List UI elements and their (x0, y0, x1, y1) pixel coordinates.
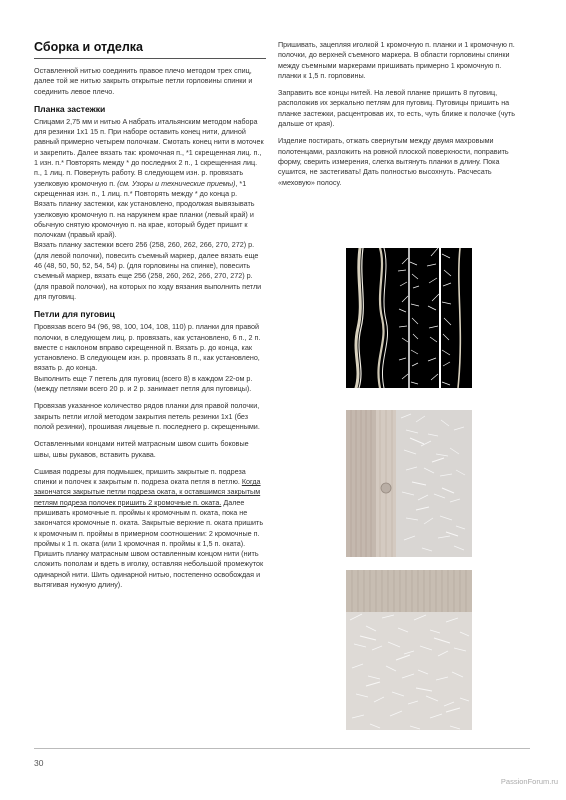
intro-paragraph: Оставленной нитью соединить правое плечо методом трех спиц, далее той же нитью закрыть открытые петли горловины спинки и соединить левое плечо. (34, 66, 253, 96)
loops-heading: Петли для пуговиц (34, 309, 115, 320)
loops-paragraph-2: Выполнить еще 7 петель для пуговиц (всего 8) в каждом 22-ом р. (между петлями всего 20 р. и 2 р. занимает петля для пуговицы). (34, 373, 253, 394)
title-rule (34, 58, 266, 59)
placket-text-c: , *1 скрещенная изн. п., 1 лиц. п.* Повторять между * до конца р. (34, 178, 247, 198)
cardigan-placket-illustration (346, 410, 472, 557)
yarn-strands-illustration (346, 248, 472, 388)
loops-paragraph-1: Провязав всего 94 (96, 98, 100, 104, 108, 110) р. планки для правой полочки, в следующем лиц. р. провязать, как установлено, 6 п., 2 п. вместе с наклоном вправо скрещенной п. Вязать р. до конца, как установлено. В следующем изн. р. провязать 8 п., как установлено, вязать р. до конца. (34, 322, 261, 373)
placket-paragraph-1 (34, 117, 266, 199)
page-number: 30 (34, 758, 44, 768)
placket-paragraph-3: Вязать планку застежки всего 256 (258, 260, 262, 266, 270, 272) р. (для левой полочки), повесить съемный маркер, далее вязать еще 46 (48, 50, 50, 52, 54, 54) р. (для горловины на спинке), повесить съемный маркер, вязать еще 256 (258, 260, 262, 266, 270, 272) р. (для правой полочки), на которых по ходу вязания выполнить петли для пуговиц. (34, 240, 262, 301)
placket-paragraph-2: Вязать планку застежки, как установлено, продолжая вывязывать узелковую кромочную п. на наружнем крае планки (левый край) и обычную снятую кромочную п. на крае, который будет пришит к полочкам (правый край). (34, 199, 255, 240)
placket-reference: (см. Узоры и технические приемы) (117, 178, 236, 188)
loops-paragraph-3: Провязав указанное количество рядов планки для правой полочки, закрыть петли иглой методом закрытия петель резинки 1x1 (без полой резинки), прошивая лицевые п. последнего р. скрещенными. (34, 401, 260, 431)
left-column (34, 40, 266, 597)
loops-paragraph-5 (34, 467, 266, 591)
watermark: PassionForum.ru (500, 777, 558, 786)
loops-p5-text-b: Далее пришивать кромочные п. проймы к кромочным п. оката, пока не закончатся кромочные п. оката. Закрытые верхние п. оката пришить к кромочным п. проймы в примерном соотношении: 2 кромочные п. проймы к 1 п. оката (или 1 кромочная п. проймы к 1,5 п. оката). Пришить планку матрасным швом оставленным концом нити (нить сложить пополам и вдеть в иголку, оставляя небольшой промежуток одинарной нити. Шить одинарной нитью, постепенно освобождая и вытягивая нужную длину). (34, 497, 264, 590)
cardigan-placket-photo (346, 410, 472, 557)
loops-paragraph-4: Оставленными концами нитей матрасным швом сшить боковые швы, швы рукавов, вставить рукава. (34, 439, 249, 459)
placket-heading: Планка застежки (34, 103, 106, 114)
placket-text-a: Спицами 2,75 мм и нитью A набрать итальянским методом набора для резинки 1x1 15 п. При наборе оставить конец нити, длиной равный примерно четырем полочкам. Смотать конец нити в моточек и закрепить. Далее вязать так: кромочная п., *1 скрещенная лиц. п., 1 изн. п.* Повторять между * до последних 2 п., 1 скрещенная лиц. п., 1 лиц. п. Повернуть работу. В следующем изн. р. провязать узелковую кромочную п. (34, 116, 264, 188)
loops-p5-text-a: Сшивая подрезы для подмышек, пришить закрытые п. подреза спинки и полочек к закрытым п. подреза оката петля в петлю. (34, 466, 246, 487)
right-paragraph-2: Заправить все концы нитей. На левой планке пришить 8 пуговиц, расположив их зеркально петлям для пуговиц. Пуговицы пришить на планке застежки, расцентровав их, то есть, чуть ближе к полочке (чуть дальше от края). (278, 88, 516, 129)
section-title: Сборка и отделка (34, 40, 144, 54)
footer-rule (34, 748, 530, 749)
loops-p5-underlined: Когда закончатся закрытые петли подреза оката, к оставшимся закрытым петлям подреза полочек пришить 2 кромочные п. оката. (34, 477, 261, 507)
fur-trim-photo (346, 570, 472, 730)
fur-trim-illustration (346, 570, 472, 730)
yarn-strands-photo (346, 248, 472, 388)
button-icon (381, 483, 391, 493)
right-paragraph-3: Изделие постирать, отжать свернутым между двумя махровыми полотенцами, разложить на ровной плоской поверхности, поправить форму, сверить измерения, слегка вытянуть планки в длину. Пока сушится, не застегивать! Дать полностью высохнуть. Расчесать «меховую» полосу. (278, 136, 509, 187)
right-column (278, 40, 524, 195)
right-paragraph-1: Пришивать, зацепляя иголкой 1 кромочную п. планки и 1 кромочную п. полочки, до верхней съемного маркера. В области горловины спинки между съемными маркерами пришивать примерно 1 кромочную п. планки к 1,5 п. горловины. (278, 40, 515, 80)
